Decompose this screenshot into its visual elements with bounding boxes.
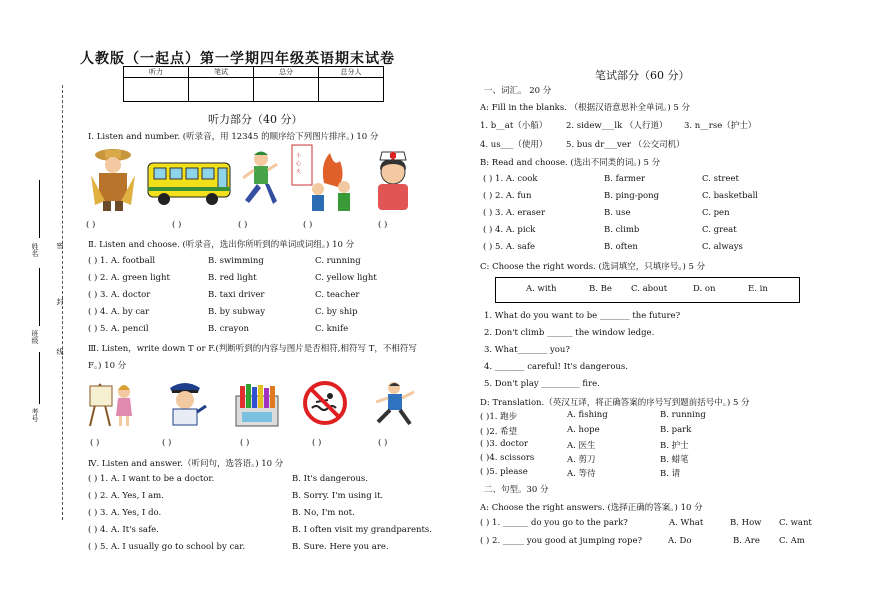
score-cell[interactable] — [319, 78, 384, 102]
sA-title: A: Choose the right answers. (选择正确的答案。) 10 分 — [480, 503, 703, 513]
wB-q4-c: C. great — [702, 225, 737, 235]
sA-q1-c: C. want — [779, 518, 812, 528]
sA-q1[interactable]: ( ) 1. ______ do you go to the park? — [480, 518, 628, 528]
wD-q2-b: B. park — [660, 425, 692, 435]
s4-q2-b: B. Sorry. I'm using it. — [292, 491, 384, 501]
s2-q2-a[interactable]: ( ) 2. A. green light — [88, 273, 170, 283]
s3-title-line2: F。) 10 分 — [88, 361, 127, 371]
s2-q4-c: C. by ship — [315, 307, 358, 317]
fire-warning-picture — [290, 143, 358, 213]
s2-q5-a[interactable]: ( ) 5. A. pencil — [88, 324, 149, 334]
score-table — [123, 66, 384, 102]
score-col-total: 总分 — [254, 67, 319, 78]
wB-q4-b: B. climb — [604, 225, 640, 235]
sA-q1-a: A. What — [669, 518, 704, 528]
s3-blank-4[interactable]: ( ) — [312, 438, 322, 448]
score-cell[interactable] — [189, 78, 254, 102]
farmer-picture — [85, 145, 141, 211]
listening-header: 听力部分（40 分） — [208, 113, 303, 126]
label-id: 考号 — [31, 408, 39, 422]
s2-q1-c: C. running — [315, 256, 361, 266]
s4-q1-a[interactable]: ( ) 1. A. I want to be a doctor. — [88, 474, 215, 484]
s3-blank-2[interactable]: ( ) — [162, 438, 172, 448]
binding-mi: 密 — [56, 242, 64, 249]
wD-q4[interactable]: ( )4. scissors — [480, 453, 535, 463]
running-boy-picture — [237, 150, 281, 210]
wB-q4-a[interactable]: ( ) 4. A. pick — [483, 225, 536, 235]
no-swimming-sign-picture — [302, 380, 348, 426]
svg-text:火: 火 — [296, 169, 302, 175]
sA-q2-c: C. Am — [779, 536, 805, 546]
wD-q5-b: B. 请 — [660, 469, 681, 479]
s3-blank-5[interactable]: ( ) — [378, 438, 388, 448]
wB-q3-a[interactable]: ( ) 3. A. eraser — [483, 208, 546, 218]
score-cell[interactable] — [254, 78, 319, 102]
wD-q1-a: A. fishing — [567, 410, 608, 420]
wC-s2[interactable]: 2. Don't climb ______ the window ledge. — [484, 328, 655, 338]
label-name: 姓名 — [31, 243, 39, 257]
wA-title: A: Fill in the blanks. （根据汉语意思补全单词。) 5 分 — [480, 103, 690, 113]
s4-q3-b: B. No, I'm not. — [292, 508, 355, 518]
s4-q4-a[interactable]: ( ) 4. A. It's safe. — [88, 525, 159, 535]
wB-q1-c: C. street — [702, 174, 739, 184]
word-bank-d: D. on — [693, 284, 716, 294]
s1-blank-4[interactable]: ( ) — [303, 220, 313, 230]
word-bank-c: C. about — [631, 284, 668, 294]
word-bank-a: A. with — [526, 284, 557, 294]
written-header: 笔试部分（60 分） — [595, 69, 690, 82]
wB-q2-a[interactable]: ( ) 2. A. fun — [483, 191, 532, 201]
written-sec1: 一、词汇。 20 分 — [484, 86, 552, 96]
s2-q1-a[interactable]: ( ) 1. A. football — [88, 256, 156, 266]
wC-title: C: Choose the right words. (选词填空，只填序号。) 5 分 — [480, 262, 706, 272]
wA-q2[interactable]: 2. sidew___lk （人行道） — [566, 121, 668, 131]
sA-q2[interactable]: ( ) 2. _____ you good at jumping rope? — [480, 536, 643, 546]
s1-blank-1[interactable]: ( ) — [86, 220, 96, 230]
s4-q1-b: B. It's dangerous. — [292, 474, 368, 484]
wC-s4[interactable]: 4. _______ careful! It's dangerous. — [484, 362, 628, 372]
wA-q5[interactable]: 5. bus dr___ver （公交司机） — [566, 140, 685, 150]
class-line — [39, 268, 40, 326]
bus-picture — [146, 157, 232, 207]
score-cell[interactable] — [124, 78, 189, 102]
wD-q1-b: B. running — [660, 410, 706, 420]
wD-q3[interactable]: ( )3. doctor — [480, 439, 529, 449]
sA-q2-b: B. Are — [733, 536, 760, 546]
wD-title: D: Translation.（英汉互译，将正确答案的序号写到题前括号中。) 5 分 — [480, 398, 750, 408]
s2-q5-b: B. crayon — [208, 324, 249, 334]
s1-blank-5[interactable]: ( ) — [378, 220, 388, 230]
s2-q2-c: C. yellow light — [315, 273, 377, 283]
s2-q3-c: C. teacher — [315, 290, 360, 300]
id-line — [39, 352, 40, 404]
s2-q5-c: C. knife — [315, 324, 349, 334]
exam-title: 人教版（一起点）第一学期四年级英语期末试卷 — [80, 51, 395, 67]
s3-title-line1: Ⅲ. Listen，write down T or F.(判断听到的内容与图片是否相符,相符写 T，不相符写 — [88, 344, 417, 354]
wD-q4-a: A. 剪刀 — [567, 455, 596, 465]
s4-title: Ⅳ. Listen and answer.（听问句，选答语。) 10 分 — [88, 459, 284, 469]
s4-q5-b: B. Sure. Here you are. — [292, 542, 389, 552]
s2-q1-b: B. swimming — [208, 256, 264, 266]
word-bank-e: E. in — [748, 284, 768, 294]
drawing-girl-picture — [86, 378, 138, 428]
wB-q2-c: C. basketball — [702, 191, 759, 201]
wA-q3[interactable]: 3. n__rse（护士） — [684, 121, 757, 131]
label-class: 班级 — [31, 330, 39, 344]
s2-q4-a[interactable]: ( ) 4. A. by car — [88, 307, 150, 317]
wA-q4[interactable]: 4. us___（使用） — [480, 140, 548, 150]
s2-q3-b: B. taxi driver — [208, 290, 265, 300]
s1-blank-2[interactable]: ( ) — [172, 220, 182, 230]
wC-s3[interactable]: 3. What_______ you? — [484, 345, 570, 355]
wC-s5[interactable]: 5. Don't play _________ fire. — [484, 379, 600, 389]
wD-q5[interactable]: ( )5. please — [480, 467, 528, 477]
s4-q4-b: B. I often visit my grandparents. — [292, 525, 432, 535]
s4-q5-a[interactable]: ( ) 5. A. I usually go to school by car. — [88, 542, 246, 552]
wD-q2[interactable]: ( )2. 希望 — [480, 427, 518, 437]
s4-q3-a[interactable]: ( ) 3. A. Yes, I do. — [88, 508, 162, 518]
wB-q1-b: B. farmer — [604, 174, 646, 184]
wB-q5-c: C. always — [702, 242, 743, 252]
written-sec2: 二、句型。30 分 — [484, 485, 549, 495]
wB-title: B: Read and choose. (选出不同类的词。) 5 分 — [480, 158, 661, 168]
s3-blank-1[interactable]: ( ) — [90, 438, 100, 448]
score-col-listening: 听力 — [124, 67, 189, 78]
s4-q2-a[interactable]: ( ) 2. A. Yes, I am. — [88, 491, 164, 501]
wD-q3-b: B. 护士 — [660, 441, 689, 451]
wA-q1[interactable]: 1. b__at（小船） — [480, 121, 548, 131]
wB-q3-b: B. use — [604, 208, 631, 218]
word-bank-b: B. Be — [589, 284, 612, 294]
wB-q5-a[interactable]: ( ) 5. A. safe — [483, 242, 535, 252]
s2-q4-b: B. by subway — [208, 307, 266, 317]
binding-feng: 封 — [56, 298, 64, 305]
wC-s1[interactable]: 1. What do you want to be _______ the future? — [484, 311, 681, 321]
s3-blank-3[interactable]: ( ) — [240, 438, 250, 448]
name-line — [39, 180, 40, 238]
wB-q3-c: C. pen — [702, 208, 730, 218]
wB-q5-b: B. often — [604, 242, 638, 252]
nurse-picture — [368, 150, 418, 212]
sA-q1-b: B. How — [730, 518, 762, 528]
s1-title: Ⅰ. Listen and number. (听录音，用 12345 的顺序给下列图片排序。) 10 分 — [88, 132, 379, 142]
s2-q2-b: B. red light — [208, 273, 257, 283]
wD-q3-a: A. 医生 — [567, 441, 596, 451]
svg-text:心: 心 — [296, 161, 302, 167]
score-col-written: 笔试 — [189, 67, 254, 78]
wD-q4-b: B. 蜡笔 — [660, 455, 689, 465]
running-man-picture — [372, 380, 418, 426]
binding-xian: 线 — [56, 348, 64, 355]
sA-q2-a: A. Do — [668, 536, 692, 546]
wB-q2-b: B. ping-pong — [604, 191, 660, 201]
wD-q5-a: A. 等待 — [567, 469, 596, 479]
s1-blank-3[interactable]: ( ) — [238, 220, 248, 230]
s2-q3-a[interactable]: ( ) 3. A. doctor — [88, 290, 151, 300]
svg-text:小: 小 — [296, 153, 302, 159]
crayons-picture — [234, 382, 280, 428]
score-col-grader: 总分人 — [319, 67, 384, 78]
wD-q1[interactable]: ( )1. 跑步 — [480, 412, 518, 422]
policeman-picture — [162, 378, 208, 428]
s2-title: Ⅱ. Listen and choose. (听录音，选出你所听到的单词或词组。) 10 分 — [88, 240, 355, 250]
wB-q1-a[interactable]: ( ) 1. A. cook — [483, 174, 538, 184]
wD-q2-a: A. hope — [567, 425, 600, 435]
